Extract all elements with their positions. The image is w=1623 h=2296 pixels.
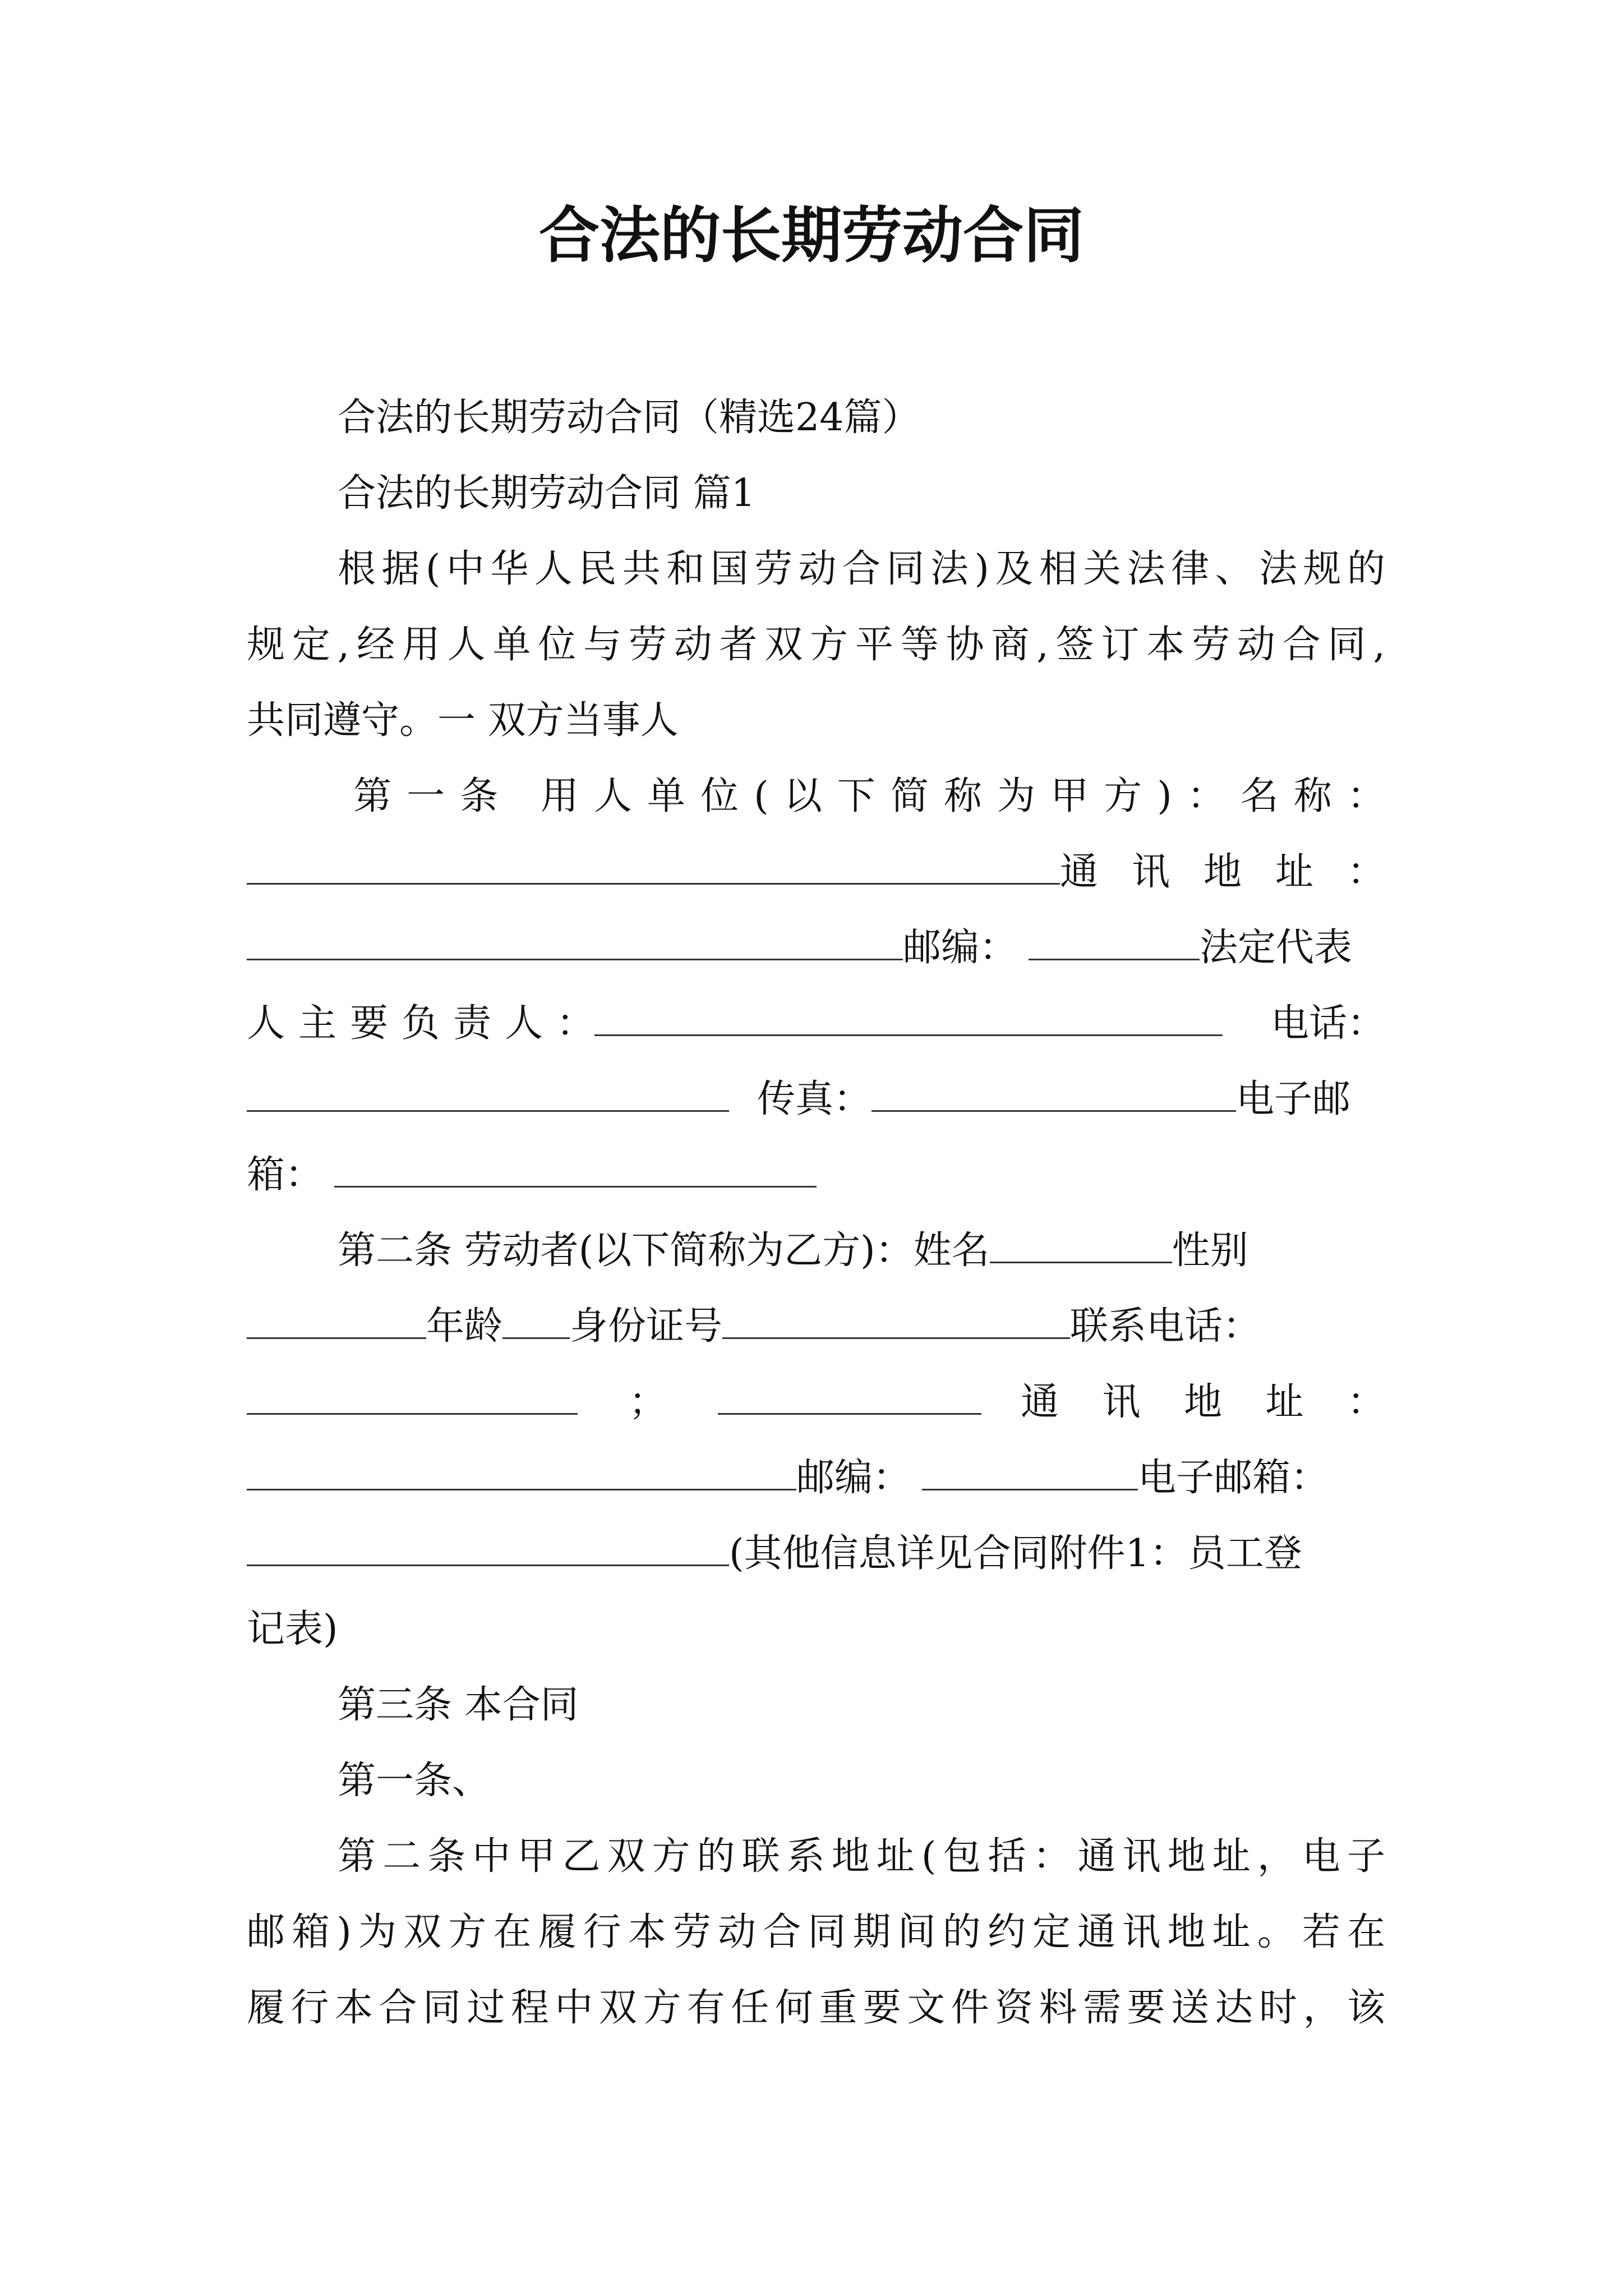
principal-label: 人主要负责人： [247, 1001, 594, 1046]
article-3-heading: 第三条 本合同 [338, 1683, 579, 1727]
employee-name-blank [990, 1221, 1172, 1263]
id-number-label: 身份证号 [570, 1304, 723, 1349]
employer-address-label: 通讯地址： [1060, 850, 1385, 894]
document-title: 合法的长期劳动合同 [538, 200, 1084, 271]
article-3-para-line-2: 邮箱)为双方在履行本劳动合同期间的约定通讯地址。若在 [247, 1910, 1385, 1954]
article-3-para-line-3: 履行本合同过程中双方有任何重要文件资料需要送达时，该 [247, 1986, 1385, 2030]
employer-fax-row [247, 1069, 1385, 1130]
gender-label: 性别 [1172, 1228, 1248, 1273]
employee-postcode-row [247, 1447, 1385, 1509]
intro-line-1: 根据(中华人民共和国劳动合同法)及相关法律、法规的 [338, 547, 1385, 591]
intro-line-3: 共同遵守。一 双方当事人 [247, 698, 679, 743]
employer-postcode-label: 邮编： [903, 926, 1018, 970]
employee-phone-label: 联系电话： [1070, 1304, 1261, 1349]
article-2-heading: 第二条 劳动者(以下简称为乙方)：姓名 [338, 1228, 990, 1273]
employee-email-label: 电子邮箱： [1138, 1456, 1329, 1500]
semicolon: ； [628, 1380, 667, 1424]
appendix-note-part1: (其他信息详见合同附件1：员工登 [729, 1531, 1302, 1576]
employer-address-blank [247, 918, 903, 960]
employer-phone-label: 电话： [1270, 1001, 1385, 1046]
employee-phone-blank-2 [718, 1373, 981, 1415]
fax-blank [872, 1070, 1236, 1112]
legal-rep-label: 法定代表 [1200, 926, 1353, 970]
employer-postcode-blank [1029, 918, 1200, 960]
employer-name-blank [247, 843, 1060, 885]
employee-postcode-blank [922, 1448, 1138, 1490]
employer-email-label-part2: 箱： [247, 1153, 324, 1197]
article-1-heading: 第一条 用人单位(以下简称为甲方)：名称： [353, 774, 1385, 818]
employee-address-blank [247, 1448, 796, 1490]
appendix-note-part2: 记表) [247, 1607, 338, 1651]
intro-line-2: 规定,经用人单位与劳动者双方平等协商,签订本劳动合同, [247, 623, 1385, 667]
id-number-blank [722, 1297, 1070, 1339]
article-3-item-1: 第一条、 [338, 1759, 491, 1803]
employee-age-row [247, 1296, 1385, 1358]
employee-postcode-label: 邮编： [796, 1456, 911, 1500]
age-blank [502, 1297, 570, 1339]
subtitle: 合法的长期劳动合同（精选24篇） [338, 395, 920, 440]
employee-address-row [247, 1372, 1385, 1433]
section-heading: 合法的长期劳动合同 篇1 [338, 471, 755, 516]
employer-principal-row [247, 993, 1385, 1055]
employer-email-blank [334, 1145, 817, 1188]
employer-address-row [247, 841, 1385, 903]
employee-address-label: 通讯地址： [1021, 1380, 1385, 1424]
age-label: 年龄 [426, 1304, 503, 1349]
article-3-para-line-1: 第二条中甲乙双方的联系地址(包括：通讯地址，电子 [338, 1834, 1385, 1879]
employer-phone-blank [247, 1070, 729, 1112]
employee-email-row [247, 1523, 1385, 1585]
employer-email-label-part1: 电子邮 [1236, 1077, 1351, 1121]
employer-email-row [247, 1144, 1385, 1206]
employer-postcode-row [247, 917, 1385, 979]
employee-phone-blank [247, 1373, 578, 1415]
employee-email-blank [247, 1524, 729, 1566]
article-2-heading-row [247, 1220, 1385, 1282]
fax-label: 传真： [757, 1077, 872, 1121]
gender-blank [247, 1297, 426, 1339]
principal-blank [594, 994, 1223, 1036]
